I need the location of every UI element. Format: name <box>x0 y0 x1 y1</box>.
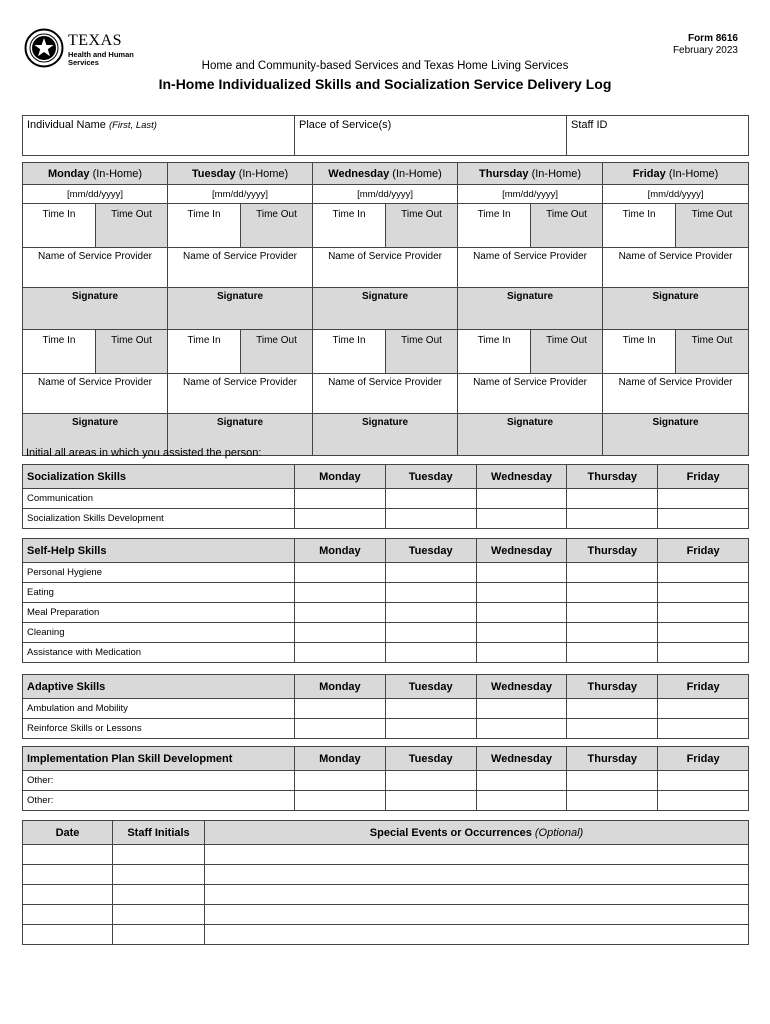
date-field-wednesday[interactable]: [mm/dd/yyyy] <box>313 185 458 204</box>
time-in-field[interactable]: Time In <box>603 204 676 248</box>
skills-day-header: Tuesday <box>385 675 476 699</box>
skill-initials-cell[interactable] <box>658 489 749 509</box>
skill-initials-cell[interactable] <box>658 771 749 791</box>
logo-agency-text: Health and Human Services <box>68 50 134 67</box>
skills-day-header: Friday <box>658 675 749 699</box>
skill-initials-cell[interactable] <box>476 563 567 583</box>
place-of-service-field[interactable] <box>295 116 567 156</box>
day-mode: (In-Home) <box>531 167 582 180</box>
skill-initials-cell[interactable] <box>385 603 476 623</box>
events-description-header <box>205 821 749 845</box>
events-description-label: Special Events or Occurrences <box>369 826 532 839</box>
skill-item-label: Other: <box>23 791 295 811</box>
individual-name-field[interactable] <box>23 116 295 156</box>
skill-initials-cell[interactable] <box>567 603 658 623</box>
skill-initials-cell[interactable] <box>658 603 749 623</box>
day-mode: (In-Home) <box>668 167 719 180</box>
skill-initials-cell[interactable] <box>385 699 476 719</box>
service-provider-name-field[interactable]: Name of Service Provider <box>458 374 603 414</box>
event-initials-cell[interactable] <box>113 885 205 905</box>
skills-day-header: Thursday <box>567 747 658 771</box>
event-initials-cell[interactable] <box>113 925 205 945</box>
place-of-service-label: Place of Service(s) <box>299 119 392 131</box>
skills-day-header: Friday <box>658 465 749 489</box>
time-in-field[interactable]: Time In <box>313 204 386 248</box>
skills-table <box>22 464 749 529</box>
skills-section-title: Socialization Skills <box>23 465 295 489</box>
skill-initials-cell[interactable] <box>295 643 386 663</box>
skill-initials-cell[interactable] <box>476 771 567 791</box>
time-out-field[interactable]: Time Out <box>386 204 458 248</box>
event-date-cell[interactable] <box>23 845 113 865</box>
skill-initials-cell[interactable] <box>295 699 386 719</box>
staff-id-field[interactable] <box>567 116 749 156</box>
skill-initials-cell[interactable] <box>476 603 567 623</box>
skill-item-label: Socialization Skills Development <box>23 509 295 529</box>
day-header-thursday <box>458 163 603 185</box>
skills-table <box>22 538 749 663</box>
skills-section-title: Self-Help Skills <box>23 539 295 563</box>
skill-initials-cell[interactable] <box>385 509 476 529</box>
skill-initials-cell[interactable] <box>295 489 386 509</box>
time-in-field[interactable]: Time In <box>168 330 241 374</box>
event-description-cell[interactable] <box>205 865 749 885</box>
skill-initials-cell[interactable] <box>567 583 658 603</box>
date-field-monday[interactable]: [mm/dd/yyyy] <box>23 185 168 204</box>
skill-initials-cell[interactable] <box>658 699 749 719</box>
day-header-friday <box>603 163 749 185</box>
time-in-field[interactable]: Time In <box>603 330 676 374</box>
service-provider-name-field[interactable]: Name of Service Provider <box>603 248 749 288</box>
signature-field[interactable]: Signature <box>603 414 749 456</box>
instructions-text: Initial all areas in which you assisted the person: <box>26 447 262 459</box>
skill-initials-cell[interactable] <box>295 623 386 643</box>
time-out-field[interactable]: Time Out <box>96 330 168 374</box>
skills-day-header: Wednesday <box>476 675 567 699</box>
logo-texas-text: TEXAS <box>68 32 123 49</box>
signature-field[interactable]: Signature <box>313 414 458 456</box>
event-description-cell[interactable] <box>205 845 749 865</box>
skills-section-title: Adaptive Skills <box>23 675 295 699</box>
event-description-cell[interactable] <box>205 885 749 905</box>
skills-day-header: Monday <box>295 747 386 771</box>
skill-initials-cell[interactable] <box>567 699 658 719</box>
skill-initials-cell[interactable] <box>295 603 386 623</box>
skills-day-header: Thursday <box>567 675 658 699</box>
skill-initials-cell[interactable] <box>658 623 749 643</box>
skill-initials-cell[interactable] <box>385 563 476 583</box>
form-subtitle: Home and Community-based Services and Texas Home Living Services <box>201 60 569 72</box>
skills-day-header: Thursday <box>567 539 658 563</box>
skills-day-header: Monday <box>295 675 386 699</box>
skill-item-label: Meal Preparation <box>23 603 295 623</box>
skill-item-label: Other: <box>23 771 295 791</box>
event-date-cell[interactable] <box>23 865 113 885</box>
events-optional-hint: (Optional) <box>534 826 584 839</box>
skill-initials-cell[interactable] <box>385 791 476 811</box>
day-mode: (In-Home) <box>92 167 143 180</box>
time-out-field[interactable]: Time Out <box>531 204 603 248</box>
weekly-service-log <box>22 162 749 456</box>
skill-initials-cell[interactable] <box>476 583 567 603</box>
skill-initials-cell[interactable] <box>567 509 658 529</box>
skills-day-header: Friday <box>658 539 749 563</box>
event-initials-cell[interactable] <box>113 865 205 885</box>
info-box <box>22 115 749 156</box>
time-out-field[interactable]: Time Out <box>676 330 749 374</box>
time-in-field[interactable]: Time In <box>458 330 531 374</box>
event-date-cell[interactable] <box>23 925 113 945</box>
skill-item-label: Personal Hygiene <box>23 563 295 583</box>
skills-day-header: Wednesday <box>476 747 567 771</box>
skills-day-header: Wednesday <box>476 539 567 563</box>
signature-field[interactable]: Signature <box>23 414 168 456</box>
date-field-thursday[interactable]: [mm/dd/yyyy] <box>458 185 603 204</box>
skills-day-header: Wednesday <box>476 465 567 489</box>
time-in-field[interactable]: Time In <box>23 330 96 374</box>
event-description-cell[interactable] <box>205 905 749 925</box>
day-header-monday <box>23 163 168 185</box>
day-name: Wednesday <box>328 167 390 180</box>
service-provider-name-field[interactable]: Name of Service Provider <box>23 248 168 288</box>
skills-day-header: Tuesday <box>385 465 476 489</box>
skill-initials-cell[interactable] <box>385 719 476 739</box>
day-name: Tuesday <box>191 167 236 180</box>
skill-initials-cell[interactable] <box>476 719 567 739</box>
skills-day-header: Thursday <box>567 465 658 489</box>
event-date-cell[interactable] <box>23 885 113 905</box>
day-mode: (In-Home) <box>238 167 289 180</box>
signature-field[interactable]: Signature <box>458 414 603 456</box>
date-field-tuesday[interactable]: [mm/dd/yyyy] <box>168 185 313 204</box>
skill-initials-cell[interactable] <box>567 719 658 739</box>
skills-table <box>22 674 749 739</box>
skill-item-label: Ambulation and Mobility <box>23 699 295 719</box>
time-in-field[interactable]: Time In <box>313 330 386 374</box>
skill-initials-cell[interactable] <box>385 623 476 643</box>
form-date: February 2023 <box>672 45 738 56</box>
skill-initials-cell[interactable] <box>385 489 476 509</box>
signature-field[interactable]: Signature <box>168 414 313 456</box>
skill-initials-cell[interactable] <box>295 771 386 791</box>
event-initials-cell[interactable] <box>113 845 205 865</box>
skill-initials-cell[interactable] <box>476 643 567 663</box>
day-name: Thursday <box>479 167 529 180</box>
signature-field[interactable]: Signature <box>458 288 603 330</box>
skill-initials-cell[interactable] <box>295 583 386 603</box>
skills-day-header: Monday <box>295 539 386 563</box>
skill-initials-cell[interactable] <box>295 509 386 529</box>
skill-initials-cell[interactable] <box>567 771 658 791</box>
time-out-field[interactable]: Time Out <box>386 330 458 374</box>
signature-field[interactable]: Signature <box>313 288 458 330</box>
service-provider-name-field[interactable]: Name of Service Provider <box>168 248 313 288</box>
skill-initials-cell[interactable] <box>476 699 567 719</box>
service-provider-name-field[interactable]: Name of Service Provider <box>168 374 313 414</box>
skill-initials-cell[interactable] <box>385 771 476 791</box>
skill-initials-cell[interactable] <box>567 791 658 811</box>
skill-initials-cell[interactable] <box>658 791 749 811</box>
skills-day-header: Tuesday <box>385 747 476 771</box>
skill-initials-cell[interactable] <box>658 583 749 603</box>
special-events-table <box>22 820 749 945</box>
skill-initials-cell[interactable] <box>658 643 749 663</box>
skill-item-label: Cleaning <box>23 623 295 643</box>
service-provider-name-field[interactable]: Name of Service Provider <box>23 374 168 414</box>
skills-section-title: Implementation Plan Skill Development <box>23 747 295 771</box>
day-name: Friday <box>632 167 666 180</box>
time-in-field[interactable]: Time In <box>458 204 531 248</box>
day-header-tuesday <box>168 163 313 185</box>
skills-table <box>22 746 749 811</box>
skill-initials-cell[interactable] <box>658 509 749 529</box>
time-out-field[interactable]: Time Out <box>531 330 603 374</box>
staff-id-label: Staff ID <box>571 119 608 131</box>
time-in-field[interactable]: Time In <box>168 204 241 248</box>
event-initials-cell[interactable] <box>113 905 205 925</box>
date-field-friday[interactable]: [mm/dd/yyyy] <box>603 185 749 204</box>
signature-field[interactable]: Signature <box>603 288 749 330</box>
skill-initials-cell[interactable] <box>658 719 749 739</box>
events-initials-header: Staff Initials <box>113 821 205 845</box>
event-date-cell[interactable] <box>23 905 113 925</box>
skill-initials-cell[interactable] <box>295 563 386 583</box>
signature-field[interactable]: Signature <box>23 288 168 330</box>
skill-item-label: Communication <box>23 489 295 509</box>
form-title: In-Home Individualized Skills and Socialization Service Delivery Log <box>158 76 612 92</box>
skill-initials-cell[interactable] <box>567 489 658 509</box>
event-description-cell[interactable] <box>205 925 749 945</box>
skill-initials-cell[interactable] <box>567 563 658 583</box>
individual-name-hint: (First, Last) <box>108 120 157 131</box>
form-number: Form 8616 <box>687 33 738 44</box>
skill-initials-cell[interactable] <box>476 623 567 643</box>
signature-field[interactable]: Signature <box>168 288 313 330</box>
skill-item-label: Assistance with Medication <box>23 643 295 663</box>
skills-day-header: Friday <box>658 747 749 771</box>
skill-initials-cell[interactable] <box>567 623 658 643</box>
day-header-wednesday <box>313 163 458 185</box>
service-provider-name-field[interactable]: Name of Service Provider <box>313 374 458 414</box>
time-out-field[interactable]: Time Out <box>96 204 168 248</box>
time-out-field[interactable]: Time Out <box>241 204 313 248</box>
skill-initials-cell[interactable] <box>567 643 658 663</box>
time-in-field[interactable]: Time In <box>23 204 96 248</box>
skill-initials-cell[interactable] <box>385 583 476 603</box>
service-provider-name-field[interactable]: Name of Service Provider <box>313 248 458 288</box>
service-provider-name-field[interactable]: Name of Service Provider <box>603 374 749 414</box>
skill-initials-cell[interactable] <box>476 791 567 811</box>
skill-item-label: Eating <box>23 583 295 603</box>
individual-name-label: Individual Name <box>27 119 106 131</box>
service-provider-name-field[interactable]: Name of Service Provider <box>458 248 603 288</box>
skill-initials-cell[interactable] <box>295 719 386 739</box>
skill-initials-cell[interactable] <box>476 509 567 529</box>
skill-initials-cell[interactable] <box>476 489 567 509</box>
form-id-block <box>673 33 738 57</box>
skill-initials-cell[interactable] <box>385 643 476 663</box>
time-out-field[interactable]: Time Out <box>676 204 749 248</box>
skills-day-header: Monday <box>295 465 386 489</box>
skill-initials-cell[interactable] <box>295 791 386 811</box>
skill-initials-cell[interactable] <box>658 563 749 583</box>
day-mode: (In-Home) <box>392 167 442 180</box>
skills-day-header: Tuesday <box>385 539 476 563</box>
skill-item-label: Reinforce Skills or Lessons <box>23 719 295 739</box>
day-name: Monday <box>47 167 90 180</box>
events-date-header: Date <box>23 821 113 845</box>
time-out-field[interactable]: Time Out <box>241 330 313 374</box>
